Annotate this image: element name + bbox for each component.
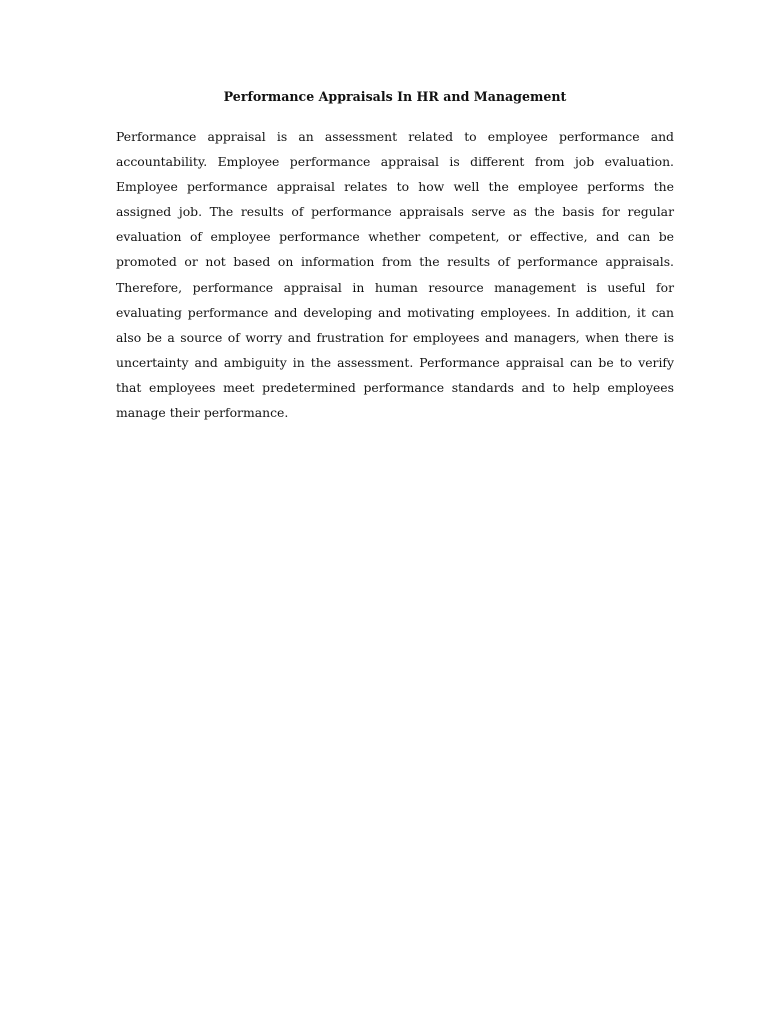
body-paragraph: Performance appraisal is an assessment related to employee performance and accountability. Employee performance appraisal is different from job evaluation. Employee performance appraisal relates to how well the employee performs the assigned job. The results of performance appraisals serve as the basis for regular evaluation of employee performance whether competent, or effective, and can be promoted or not based on information from the results of performance appraisals. Therefore, performance appraisal in human resource management is useful for evaluating performance and developing and motivating employees. In addition, it can also be a source of worry and frustration for employees and managers, when there is uncertainty and ambiguity in the assessment. Performance appraisal can be to verify that employees meet predetermined performance standards and to help employees manage their performance. <box>116 129 674 421</box>
document-title: Performance Appraisals In HR and Management <box>223 89 567 104</box>
